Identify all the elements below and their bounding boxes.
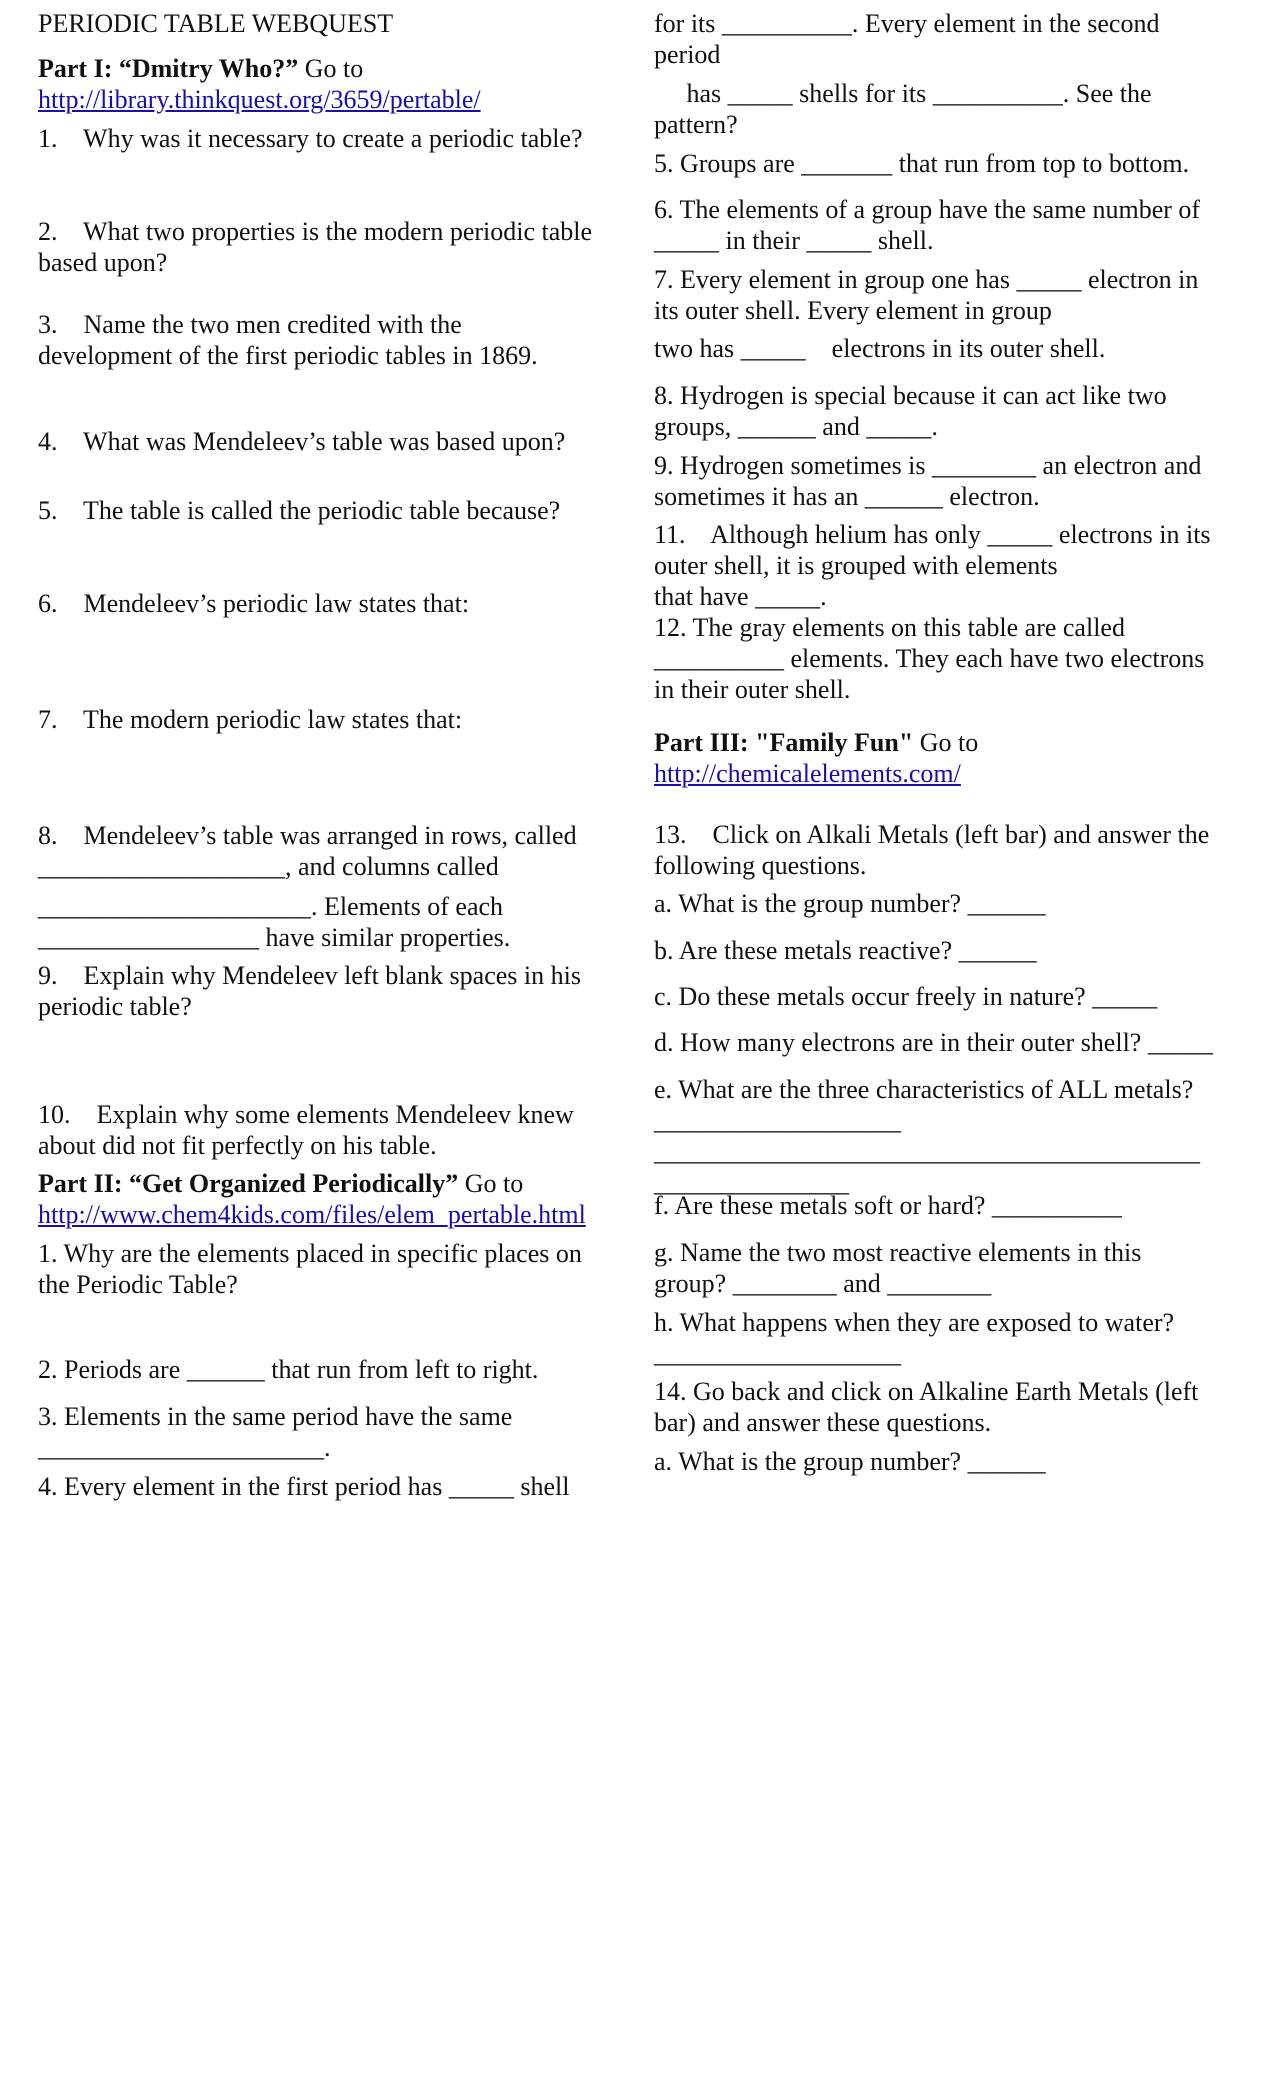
left-block-2 bbox=[38, 123, 638, 154]
section-heading bbox=[38, 1168, 638, 1199]
right-block-18 bbox=[654, 1237, 1254, 1299]
right-block-19 bbox=[654, 1307, 1254, 1369]
text-line: for its __________. Every element in the second bbox=[654, 9, 1160, 38]
section-heading-title: Part II: “Get Organized Periodically” bbox=[38, 1169, 459, 1198]
text-line: 8. Hydrogen is special because it can act like two bbox=[654, 381, 1167, 410]
right-block-17 bbox=[654, 1190, 1254, 1221]
text-line: 1. Why was it necessary to create a periodic table? bbox=[38, 124, 583, 153]
text-line: 6. Mendeleev’s periodic law states that: bbox=[38, 589, 470, 618]
section-heading-title: Part I: “Dmitry Who?” bbox=[38, 54, 299, 83]
text-line: 9. Hydrogen sometimes is ________ an electron and bbox=[654, 451, 1202, 480]
text-line: 7. The modern periodic law states that: bbox=[38, 705, 463, 734]
text-line: 6. The elements of a group have the same number of bbox=[654, 195, 1201, 224]
right-block-15 bbox=[654, 1027, 1254, 1058]
text-line: g. Name the two most reactive elements in this bbox=[654, 1238, 1142, 1267]
right-block-14 bbox=[654, 981, 1254, 1012]
left-block-6 bbox=[38, 495, 638, 526]
text-line: has _____ shells for its __________. See the bbox=[654, 79, 1152, 108]
left-block-13 bbox=[38, 1168, 638, 1230]
text-line: b. Are these metals reactive? ______ bbox=[654, 936, 1037, 965]
text-line: bar) and answer these questions. bbox=[654, 1408, 992, 1437]
right-block-1 bbox=[654, 78, 1254, 140]
left-block-9 bbox=[38, 820, 638, 882]
right-block-5 bbox=[654, 333, 1254, 364]
text-line: groups, ______ and _____. bbox=[654, 412, 938, 441]
text-line: ___________________, and columns called bbox=[38, 852, 499, 881]
text-line: periodic table? bbox=[38, 992, 192, 1021]
text-line: outer shell, it is grouped with elements bbox=[654, 551, 1058, 580]
text-line: in their outer shell. bbox=[654, 675, 851, 704]
text-line: pattern? bbox=[654, 110, 738, 139]
text-line: 7. Every element in group one has _____ electron in bbox=[654, 265, 1199, 294]
text-line: __________________________________________ bbox=[654, 1137, 1200, 1166]
right-block-20 bbox=[654, 1376, 1254, 1438]
text-line: _______________ bbox=[654, 1168, 849, 1197]
text-line: its outer shell. Every element in group bbox=[654, 296, 1052, 325]
text-line: 4. What was Mendeleev’s table was based upon? bbox=[38, 427, 566, 456]
text-line: 3. Elements in the same period have the same bbox=[38, 1402, 513, 1431]
right-block-11 bbox=[654, 819, 1254, 881]
right-block-2 bbox=[654, 148, 1254, 179]
left-block-5 bbox=[38, 426, 638, 457]
text-line: 14. Go back and click on Alkaline Earth Metals (left bbox=[654, 1377, 1199, 1406]
text-line: 8. Mendeleev’s table was arranged in rows, called bbox=[38, 821, 577, 850]
text-line: h. What happens when they are exposed to water? bbox=[654, 1308, 1175, 1337]
text-line: 9. Explain why Mendeleev left blank spaces in his bbox=[38, 961, 581, 990]
right-block-3 bbox=[654, 194, 1254, 256]
text-line: d. How many electrons are in their outer shell? _____ bbox=[654, 1028, 1213, 1057]
text-line: 1. Why are the elements placed in specific places on bbox=[38, 1239, 582, 1268]
text-line: 12. The gray elements on this table are called bbox=[654, 613, 1125, 642]
text-line: 4. Every element in the first period has _____ shell bbox=[38, 1472, 570, 1501]
section-heading-suffix: Go to bbox=[298, 54, 364, 83]
section-heading bbox=[654, 727, 1254, 758]
right-block-13 bbox=[654, 935, 1254, 966]
right-block-10 bbox=[654, 727, 1254, 789]
text-line: period bbox=[654, 40, 721, 69]
text-line: 11. Although helium has only _____ electrons in its bbox=[654, 520, 1211, 549]
text-line: ___________________ bbox=[654, 1106, 901, 1135]
right-block-21 bbox=[654, 1446, 1254, 1477]
text-line: _____ in their _____ shell. bbox=[654, 226, 934, 255]
section-heading-suffix: Go to bbox=[913, 728, 979, 757]
left-block-11 bbox=[38, 960, 638, 1022]
text-line: following questions. bbox=[654, 851, 867, 880]
text-line: PERIODIC TABLE WEBQUEST bbox=[38, 9, 394, 38]
text-line: __________ elements. They each have two electrons bbox=[654, 644, 1205, 673]
section-heading bbox=[38, 53, 638, 84]
text-line: based upon? bbox=[38, 248, 168, 277]
text-line: 10. Explain why some elements Mendeleev knew bbox=[38, 1100, 574, 1129]
text-line: group? ________ and ________ bbox=[654, 1269, 992, 1298]
text-line: c. Do these metals occur freely in nature? _____ bbox=[654, 982, 1158, 1011]
left-block-10 bbox=[38, 891, 638, 953]
text-line: _____________________. Elements of each bbox=[38, 892, 504, 921]
section-link[interactable]: http://chemicalelements.com/ bbox=[654, 759, 961, 788]
left-block-1 bbox=[38, 53, 638, 115]
text-line: two has _____ electrons in its outer shell. bbox=[654, 334, 1106, 363]
text-line: 3. Name the two men credited with the bbox=[38, 310, 462, 339]
section-heading-title: Part III: "Family Fun" bbox=[654, 728, 914, 757]
left-block-14 bbox=[38, 1238, 638, 1300]
right-block-16 bbox=[654, 1074, 1254, 1198]
right-block-12 bbox=[654, 888, 1254, 919]
left-block-3 bbox=[38, 216, 638, 278]
text-line: a. What is the group number? ______ bbox=[654, 1447, 1046, 1476]
section-link[interactable]: http://www.chem4kids.com/files/elem_pertable.html bbox=[38, 1200, 586, 1229]
text-line: 5. Groups are _______ that run from top to bottom. bbox=[654, 149, 1190, 178]
text-line: 5. The table is called the periodic table because? bbox=[38, 496, 561, 525]
text-line: _________________ have similar properties. bbox=[38, 923, 511, 952]
text-line: about did not fit perfectly on his table. bbox=[38, 1131, 437, 1160]
left-block-12 bbox=[38, 1099, 638, 1161]
text-line: a. What is the group number? ______ bbox=[654, 889, 1046, 918]
left-block-4 bbox=[38, 309, 638, 371]
right-block-8 bbox=[654, 519, 1254, 612]
text-line: the Periodic Table? bbox=[38, 1270, 238, 1299]
text-line: development of the first periodic tables in 1869. bbox=[38, 341, 538, 370]
text-line: that have _____. bbox=[654, 582, 827, 611]
text-line: 2. Periods are ______ that run from left to right. bbox=[38, 1355, 539, 1384]
left-block-0 bbox=[38, 8, 638, 39]
right-block-7 bbox=[654, 450, 1254, 512]
section-link[interactable]: http://library.thinkquest.org/3659/pertable/ bbox=[38, 85, 481, 114]
left-block-17 bbox=[38, 1471, 638, 1502]
right-block-6 bbox=[654, 380, 1254, 442]
text-line: f. Are these metals soft or hard? __________ bbox=[654, 1191, 1122, 1220]
text-line: e. What are the three characteristics of ALL metals? bbox=[654, 1075, 1194, 1104]
right-block-9 bbox=[654, 612, 1254, 705]
left-block-8 bbox=[38, 704, 638, 735]
text-line: ___________________ bbox=[654, 1339, 901, 1368]
section-heading-suffix: Go to bbox=[458, 1169, 524, 1198]
text-line: ______________________. bbox=[38, 1433, 331, 1462]
right-block-4 bbox=[654, 264, 1254, 326]
text-line: 13. Click on Alkali Metals (left bar) and answer the bbox=[654, 820, 1210, 849]
left-block-7 bbox=[38, 588, 638, 619]
text-line: sometimes it has an ______ electron. bbox=[654, 482, 1040, 511]
left-block-15 bbox=[38, 1354, 638, 1385]
left-block-16 bbox=[38, 1401, 638, 1463]
text-line: 2. What two properties is the modern periodic table bbox=[38, 217, 593, 246]
right-block-0 bbox=[654, 8, 1254, 70]
